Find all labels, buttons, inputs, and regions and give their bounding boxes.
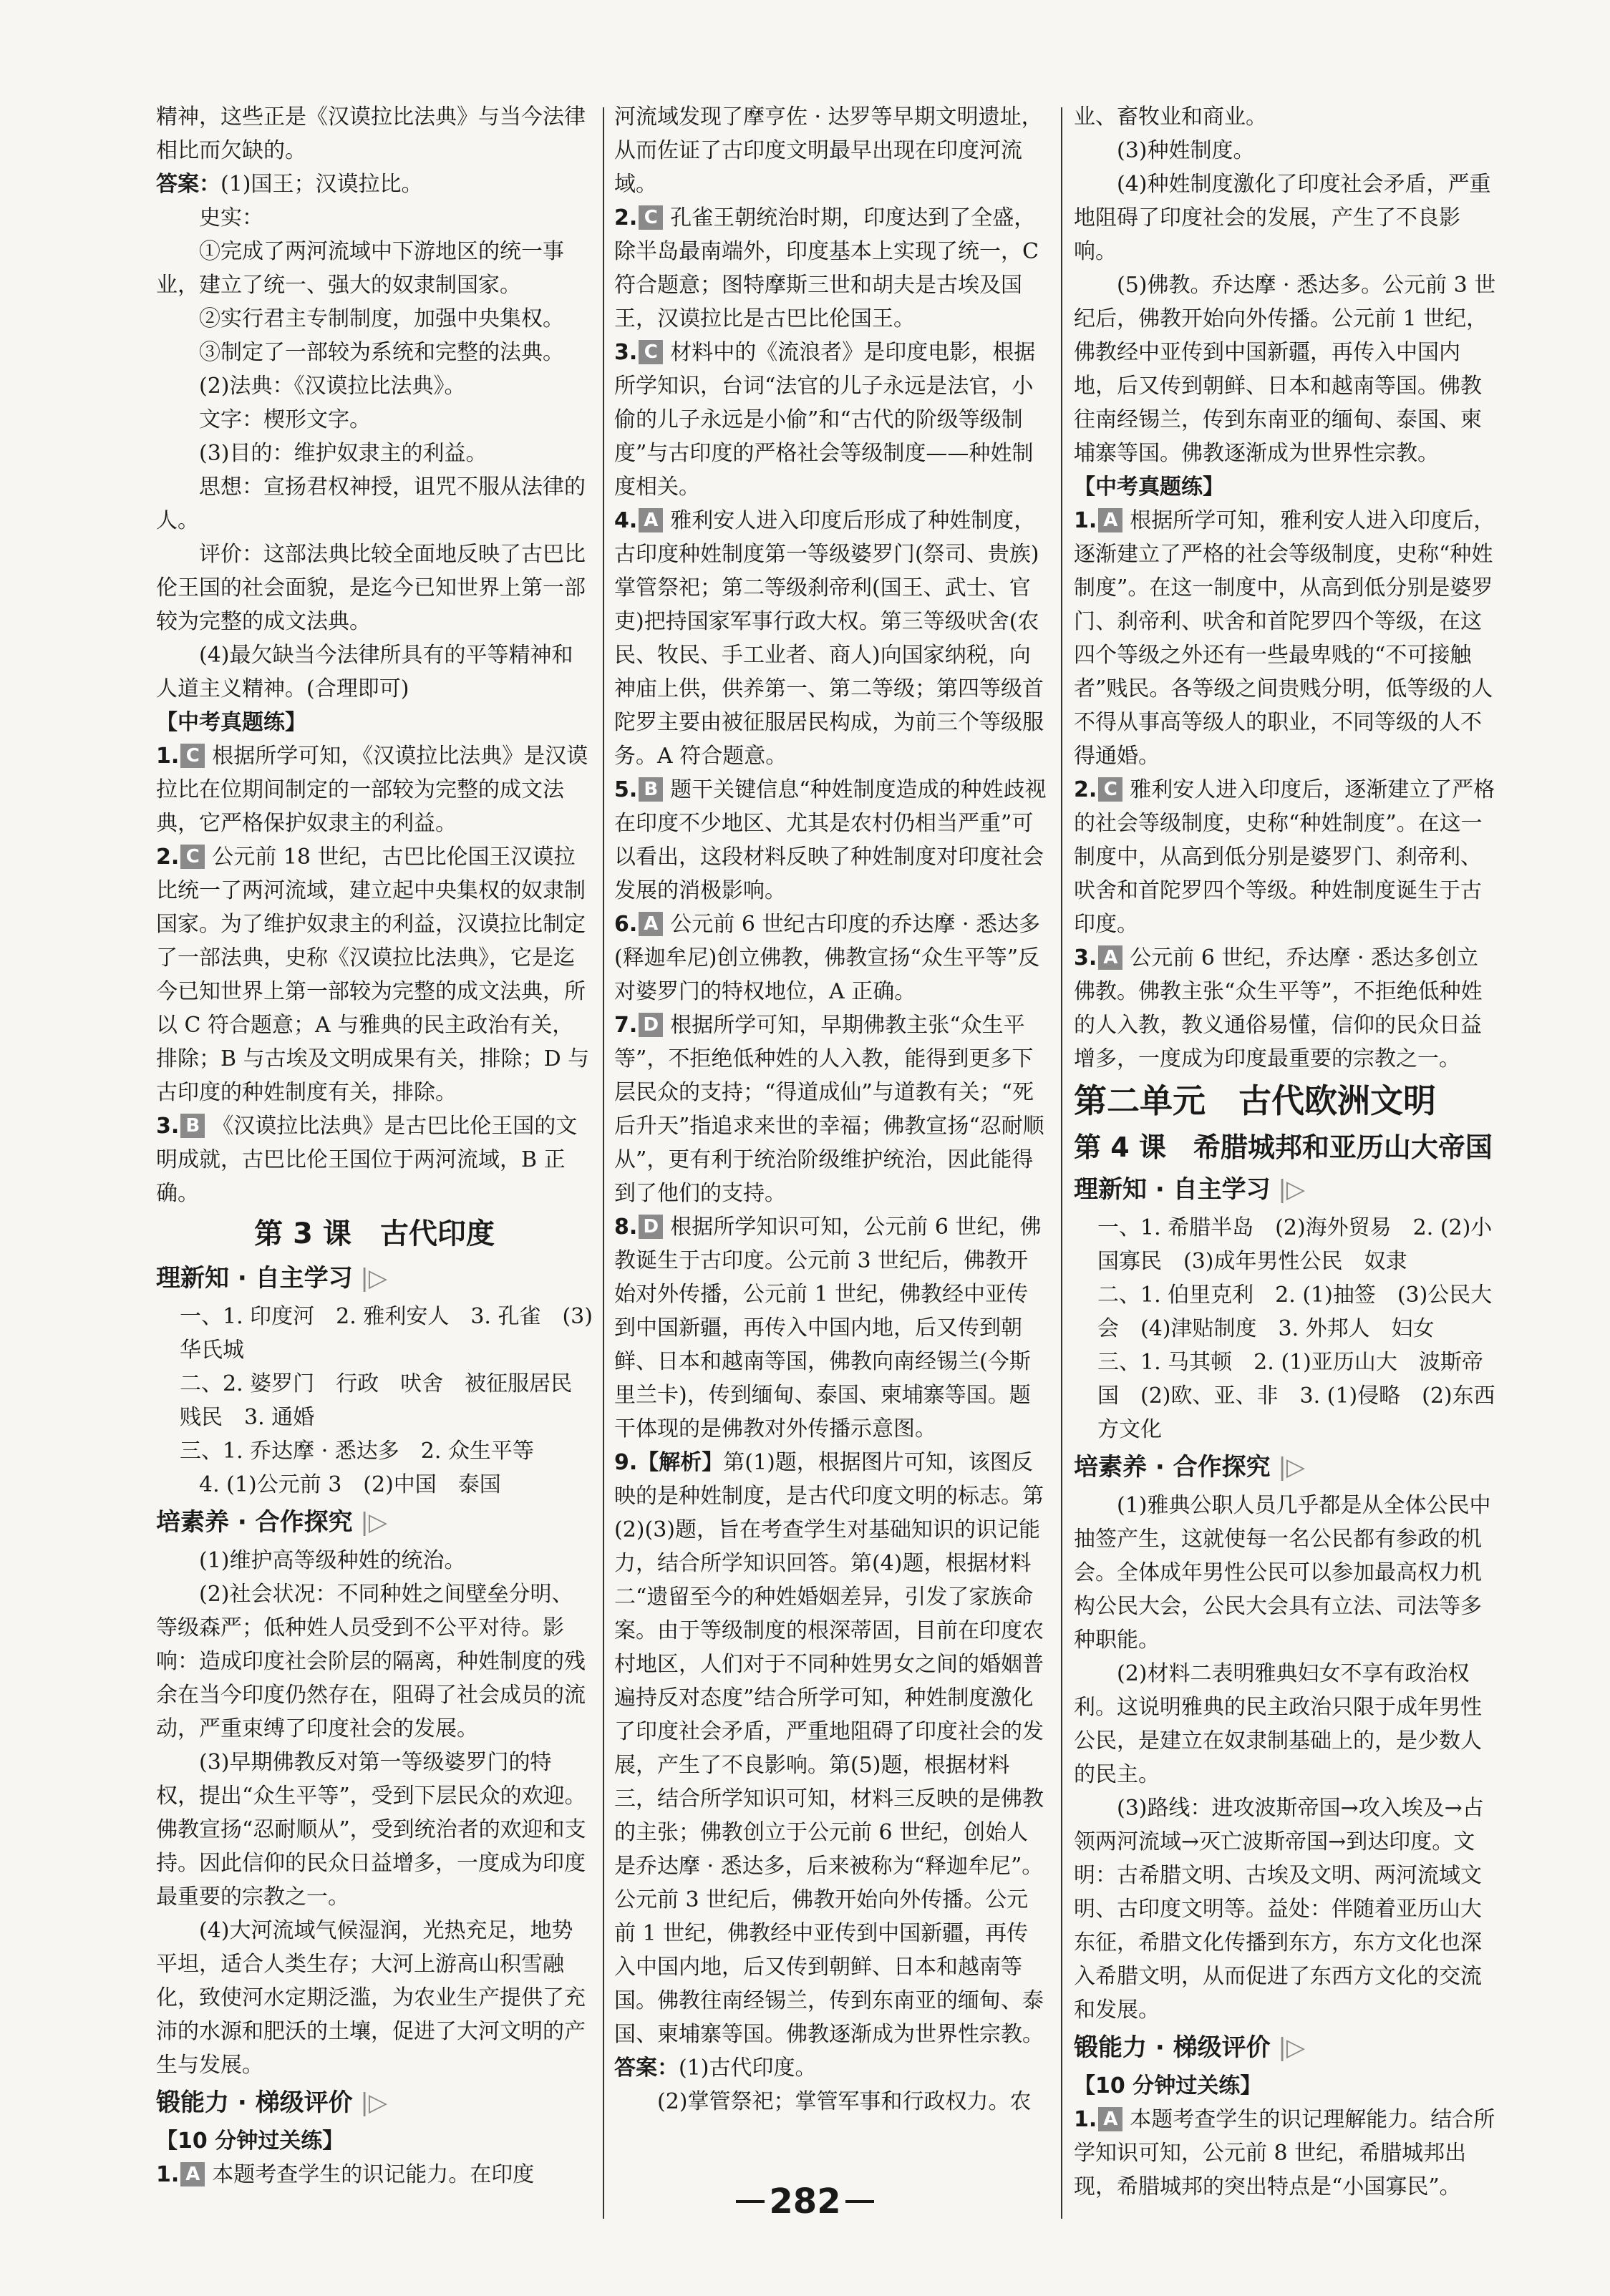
analysis-label: 【解析】 bbox=[637, 1450, 724, 1475]
answer-explanation: 公元前 6 世纪，乔达摩 · 悉达多创立佛教。佛教主张“众生平等”，不拒绝低种姓的人入教，教义通俗易懂，信仰的民众日益增多，一度成为印度最重要的宗教之一。 bbox=[1074, 945, 1483, 1071]
text-paragraph: (5)佛教。乔达摩 · 悉达多。公元前 3 世纪后，佛教开始向外传播。公元前 1 世纪，佛教经中亚传到中国新疆，再传入中国内地，后又传到朝鲜、日本和越南等国。佛教往南经锡兰，传到东南亚的缅甸、泰国、柬埔寨等国。佛教逐渐成为世界性宗教。 bbox=[1074, 273, 1496, 466]
text-paragraph: (3)目的：维护奴隶主的利益。 bbox=[199, 441, 488, 466]
text-paragraph: 评价：这部法典比较全面地反映了古巴比伦王国的社会面貌，是迄今已知世界上第一部较为完整的成文法典。 bbox=[156, 542, 586, 634]
answer-explanation: 雅利安人进入印度后形成了种姓制度，古印度种姓制度第一等级婆罗门(祭司、贵族)掌管祭祀；第二等级刹帝利(国王、武士、官吏)把持国家军事行政大权。第三等级吠舍(农民、牧民、手工业者、商人)向国家纳税，向神庙上供，供养第一、第二等级；第四等级首陀罗主要由被征服居民构成，为前三个等级服务。A 符合题意。 bbox=[614, 508, 1044, 769]
text-paragraph: (1)雅典公职人员几乎都是从全体公民中抽签产生，这就使每一名公民都有参政的机会。全体成年男性公民可以参加最高权力机构公民大会，公民大会具有立法、司法等多种职能。 bbox=[1074, 1493, 1491, 1653]
answer-explanation: 公元前 18 世纪，古巴比伦国王汉谟拉比统一了两河流域，建立起中央集权的奴隶制国家。为了维护奴隶主的利益，汉谟拉比制定了一部法典，史称《汉谟拉比法典》，它是迄今已知世界上第一部较为完整的成文法典，所以 C 符合题意；A 与雅典的民主政治有关，排除；B 与古埃及文明成果有关，排除；D 与古印度的种姓制度有关，排除。 bbox=[156, 845, 590, 1105]
section-heading bbox=[1074, 1173, 1500, 1207]
answer-line bbox=[156, 167, 593, 201]
text-paragraph: 思想：宣扬君权神授，诅咒不服从法律的人。 bbox=[156, 475, 586, 533]
answer-letter-badge: B bbox=[639, 777, 663, 802]
column-left bbox=[156, 100, 593, 2192]
question-number: 1. bbox=[156, 2162, 180, 2187]
section-heading bbox=[156, 1262, 593, 1295]
text-paragraph: (4)最欠缺当今法律所具有的平等精神和人道主义精神。(合理即可) bbox=[156, 643, 573, 701]
section-arrow-icon: |▷ bbox=[1270, 1175, 1306, 1204]
lesson-title: 第 3 课 古代印度 bbox=[254, 1217, 495, 1250]
answer-text: (1)古代印度。 bbox=[679, 2056, 817, 2081]
text-paragraph: (1)维护高等级种姓的统治。 bbox=[199, 1548, 466, 1573]
answer-explanation: 雅利安人进入印度后，逐渐建立了严格的社会等级制度，史称“种姓制度”。在这一制度中，从高到低分别是婆罗门、刹帝利、吠舍和首陀罗四个等级。种姓制度诞生于古印度。 bbox=[1074, 777, 1495, 937]
text-paragraph: 三、1. 乔达摩 · 悉达多 2. 众生平等 bbox=[180, 1439, 534, 1464]
answer-letter-badge: A bbox=[639, 912, 663, 936]
question-number: 5. bbox=[614, 777, 638, 802]
question-answer bbox=[614, 1446, 1047, 2051]
answer-explanation: 材料中的《流浪者》是印度电影，根据所学知识，台词“法官的儿子永远是法官，小偷的儿子永远是小偷”和“古代的阶级等级制度”与古印度的严格社会等级制度——种姓制度相关。 bbox=[614, 340, 1036, 500]
text-paragraph: (2)材料二表明雅典妇女不享有政治权利。这说明雅典的民主政治只限于成年男性公民，是建立在奴隶制基础上的，是少数人的民主。 bbox=[1074, 1661, 1482, 1787]
text-paragraph: 精神，这些正是《汉谟拉比法典》与当今法律相比而欠缺的。 bbox=[156, 104, 586, 163]
text-paragraph: 河流域发现了摩亨佐 · 达罗等早期文明遗址，从而佐证了古印度文明最早出现在印度河流域。 bbox=[614, 104, 1043, 197]
text-paragraph: (2)掌管祭祀；掌管军事和行政权力。农 bbox=[657, 2089, 1032, 2114]
answer-explanation: 根据所学可知，《汉谟拉比法典》是汉谟拉比在位期间制定的一部较为完整的成文法典，它严格保护奴隶主的利益。 bbox=[156, 744, 588, 836]
answer-letter-badge: A bbox=[1098, 945, 1122, 970]
text-paragraph: 文字：楔形文字。 bbox=[199, 407, 371, 432]
section-heading-label: 锻能力 · 梯级评价 bbox=[1074, 2033, 1271, 2062]
unit-title: 第二单元 古代欧洲文明 bbox=[1074, 1081, 1436, 1120]
column-divider bbox=[1061, 107, 1062, 2219]
section-arrow-icon: |▷ bbox=[352, 2088, 388, 2117]
column-divider bbox=[603, 107, 604, 2219]
question-answer bbox=[156, 739, 593, 840]
question-number: 2. bbox=[156, 845, 180, 870]
section-heading bbox=[156, 2086, 593, 2120]
section-heading-label: 理新知 · 自主学习 bbox=[1074, 1175, 1271, 1204]
section-heading bbox=[1074, 1451, 1500, 1484]
question-number: 6. bbox=[614, 912, 638, 937]
section-arrow-icon: |▷ bbox=[352, 1508, 388, 1537]
question-number: 9. bbox=[614, 1450, 638, 1475]
section-tag: 【10 分钟过关练】 bbox=[1074, 2073, 1262, 2098]
question-number: 1. bbox=[1074, 508, 1097, 533]
question-answer bbox=[614, 1008, 1047, 1210]
question-number: 8. bbox=[614, 1215, 638, 1240]
question-answer bbox=[614, 1210, 1047, 1446]
question-number: 2. bbox=[1074, 777, 1097, 802]
section-tag: 【中考真题练】 bbox=[156, 710, 306, 735]
answer-line bbox=[614, 2051, 1047, 2085]
answer-explanation: 根据所学可知，雅利安人进入印度后，逐渐建立了严格的社会等级制度，史称“种姓制度”。在这一制度中，从高到低分别是婆罗门、刹帝利、吠舍和首陀罗四个等级，在这四个等级之外还有一些最卑贱的“不可接触者”贱民。各等级之间贵贱分明，低等级的人不得从事高等级人的职业，不同等级的人不得通婚。 bbox=[1074, 508, 1495, 769]
answer-explanation: 孔雀王朝统治时期，印度达到了全盛，除半岛最南端外，印度基本上实现了统一，C 符合题意；图特摩斯三世和胡夫是古埃及国王，汉谟拉比是古巴比伦国王。 bbox=[614, 205, 1039, 331]
question-answer bbox=[614, 336, 1047, 504]
answer-explanation: 第(1)题，根据图片可知，该图反映的是种姓制度，是古代印度文明的标志。第(2)(3)题，旨在考查学生对基础知识的识记能力，结合所学知识回答。第(4)题，根据材料二“遗留至今的种姓婚姻差异，引发了家族命案。由于等级制度的根深蒂固，目前在印度农村地区，人们对于不同种姓男女之间的婚姻普遍持反对态度”结合所学可知，种姓制度激化了印度社会矛盾，严重地阻碍了印度社会的发展，产生了不良影响。第(5)题，根据材料三，结合所学知识可知，材料三反映的是佛教的主张；佛教创立于公元前 6 世纪，创始人是乔达摩 · 悉达多，后来被称为“释迦牟尼”。公元前 3 世纪后，佛教开始向外传播。公元前 1 世纪，佛教经中亚传到中国新疆，再传入中国内地，后又传到朝鲜、日本和越南等国。佛教往南经锡兰，传到东南亚的缅甸、泰国、柬埔寨等国。佛教逐渐成为世界性宗教。 bbox=[614, 1450, 1044, 2047]
question-number: 1. bbox=[156, 744, 180, 769]
column-right bbox=[1074, 100, 1500, 2204]
answer-letter-badge: A bbox=[1098, 2107, 1122, 2131]
lesson-title: 第 4 课 希腊城邦和亚历山大帝国 bbox=[1074, 1132, 1493, 1163]
section-heading-label: 锻能力 · 梯级评价 bbox=[156, 2088, 353, 2117]
question-number: 3. bbox=[614, 340, 638, 365]
answer-letter-badge: B bbox=[180, 1114, 205, 1138]
text-paragraph: 二、1. 伯里克利 2. (1)抽签 (3)公民大会 (4)津贴制度 3. 外邦人 妇女 bbox=[1097, 1283, 1493, 1341]
question-number: 2. bbox=[614, 205, 638, 230]
question-answer bbox=[614, 773, 1047, 908]
section-heading bbox=[156, 1506, 593, 1539]
text-paragraph: (3)路线：进攻波斯帝国→攻入埃及→占领两河流域→灭亡波斯帝国→到达印度。文明：古希腊文明、古埃及文明、两河流域文明、古印度文明等。益处：伴随着亚历山大东征，希腊文化传播到东方，东方文化也深入希腊文明，从而促进了东西方文化的交流和发展。 bbox=[1074, 1796, 1484, 2023]
answer-explanation: 题干关键信息“种姓制度造成的种姓歧视在印度不少地区、尤其是农村仍相当严重”可以看出，这段材料反映了种姓制度对印度社会发展的消极影响。 bbox=[614, 777, 1047, 903]
answer-explanation: 本题考查学生的识记理解能力。结合所学知识可知，公元前 8 世纪，希腊城邦出现，希腊城邦的突出特点是“小国寡民”。 bbox=[1074, 2107, 1495, 2199]
text-paragraph: 一、1. 希腊半岛 (2)海外贸易 2. (2)小国寡民 (3)成年男性公民 奴隶 bbox=[1097, 1215, 1493, 1274]
text-paragraph: (4)种姓制度激化了印度社会矛盾，严重地阻碍了印度社会的发展，产生了不良影响。 bbox=[1074, 172, 1491, 264]
text-paragraph: 史实： bbox=[199, 205, 263, 230]
answer-label: 答案： bbox=[156, 172, 220, 197]
answer-letter-badge: C bbox=[1098, 777, 1122, 802]
text-paragraph: 一、1. 印度河 2. 雅利安人 3. 孔雀 (3)华氏城 bbox=[180, 1304, 593, 1363]
section-heading-label: 理新知 · 自主学习 bbox=[156, 1264, 353, 1293]
question-answer bbox=[614, 504, 1047, 773]
text-paragraph: 业、畜牧业和商业。 bbox=[1074, 104, 1267, 130]
text-paragraph: (2)法典：《汉谟拉比法典》。 bbox=[199, 374, 466, 399]
question-answer bbox=[1074, 504, 1500, 773]
answer-explanation: 本题考查学生的识记能力。在印度 bbox=[212, 2162, 535, 2187]
question-number: 3. bbox=[1074, 945, 1097, 971]
text-paragraph: 三、1. 马其顿 2. (1)亚历山大 波斯帝国 (2)欧、亚、非 3. (1)侵略 (2)东西方文化 bbox=[1097, 1350, 1495, 1442]
question-answer bbox=[1074, 773, 1500, 941]
question-number: 3. bbox=[156, 1114, 180, 1139]
question-answer bbox=[1074, 941, 1500, 1076]
answer-letter-badge: A bbox=[1098, 508, 1122, 532]
question-answer bbox=[156, 1109, 593, 1210]
answer-label: 答案： bbox=[614, 2056, 679, 2081]
text-paragraph: (3)早期佛教反对第一等级婆罗门的特权，提出“众生平等”，受到下层民众的欢迎。佛教宣扬“忍耐顺从”，受到统治者的欢迎和支持。因此信仰的民众日益增多，一度成为印度最重要的宗教之一。 bbox=[156, 1750, 586, 1910]
section-heading-label: 培素养 · 合作探究 bbox=[156, 1508, 353, 1537]
section-tag: 【10 分钟过关练】 bbox=[156, 2129, 344, 2154]
text-paragraph: ①完成了两河流域中下游地区的统一事业，建立了统一、强大的奴隶制国家。 bbox=[156, 239, 564, 298]
answer-letter-badge: A bbox=[180, 2162, 205, 2186]
section-arrow-icon: |▷ bbox=[1270, 2033, 1306, 2062]
text-paragraph: (3)种姓制度。 bbox=[1117, 138, 1255, 163]
answer-explanation: 公元前 6 世纪古印度的乔达摩 · 悉达多(释迦牟尼)创立佛教，佛教宣扬“众生平等”反对婆罗门的特权地位，A 正确。 bbox=[614, 912, 1041, 1004]
section-heading-label: 培素养 · 合作探究 bbox=[1074, 1453, 1271, 1482]
answer-letter-badge: D bbox=[639, 1215, 663, 1239]
answer-explanation: 根据所学可知，早期佛教主张“众生平等”，不拒绝低种姓的人入教，能得到更多下层民众的支持；“得道成仙”与道教有关；“死后升天”指追求来世的幸福；佛教宣扬“忍耐顺从”，更有利于统治阶级维护统治，因此能得到了他们的支持。 bbox=[614, 1013, 1044, 1206]
text-paragraph: 4. (1)公元前 3 (2)中国 泰国 bbox=[199, 1472, 501, 1497]
answer-explanation: 《汉谟拉比法典》是古巴比伦王国的文明成就，古巴比伦王国位于两河流域，B 正确。 bbox=[156, 1114, 578, 1206]
answer-explanation: 根据所学知识可知，公元前 6 世纪，佛教诞生于古印度。公元前 3 世纪后，佛教开始对外传播，公元前 1 世纪，佛教经中亚传到中国新疆，再传入中国内地，后又传到朝鲜、日本和越南等国，佛教向南经锡兰(今斯里兰卡)，传到缅甸、泰国、柬埔寨等国。题干体现的是佛教对外传播示意图。 bbox=[614, 1215, 1042, 1441]
section-heading bbox=[1074, 2031, 1500, 2065]
section-tag: 【中考真题练】 bbox=[1074, 475, 1224, 500]
question-answer bbox=[614, 908, 1047, 1008]
answer-letter-badge: A bbox=[639, 508, 663, 532]
text-paragraph: (2)社会状况：不同种姓之间壁垒分明、等级森严；低种姓人员受到不公平对待。影响：造成印度社会阶层的隔离，种姓制度的残余在当今印度仍然存在，阻碍了社会成员的流动，严重束缚了印度社会的发展。 bbox=[156, 1582, 586, 1741]
section-arrow-icon: |▷ bbox=[352, 1264, 388, 1293]
text-paragraph: ②实行君主专制制度，加强中央集权。 bbox=[199, 306, 564, 331]
page-number: 282 bbox=[0, 2181, 1610, 2222]
answer-letter-badge: C bbox=[639, 340, 663, 364]
text-paragraph: ③制定了一部较为系统和完整的法典。 bbox=[199, 340, 564, 365]
question-answer bbox=[156, 840, 593, 1109]
question-number: 7. bbox=[614, 1013, 638, 1038]
text-paragraph: 二、2. 婆罗门 行政 吠舍 被征服居民 贱民 3. 通婚 bbox=[180, 1371, 594, 1430]
answer-letter-badge: C bbox=[180, 845, 205, 869]
answer-letter-badge: C bbox=[180, 744, 205, 768]
answer-letter-badge: D bbox=[639, 1013, 663, 1037]
question-number: 4. bbox=[614, 508, 638, 533]
question-number: 1. bbox=[1074, 2107, 1097, 2132]
column-middle bbox=[614, 100, 1047, 2119]
answer-text: (1)国王；汉谟拉比。 bbox=[220, 172, 423, 197]
answer-letter-badge: C bbox=[639, 205, 663, 230]
section-arrow-icon: |▷ bbox=[1270, 1453, 1306, 1482]
text-paragraph: (4)大河流域气候湿润，光热充足，地势平坦，适合人类生存；大河上游高山积雪融化，致使河水定期泛滥，为农业生产提供了充沛的水源和肥沃的土壤，促进了大河文明的产生与发展。 bbox=[156, 1918, 586, 2078]
question-answer bbox=[614, 201, 1047, 336]
